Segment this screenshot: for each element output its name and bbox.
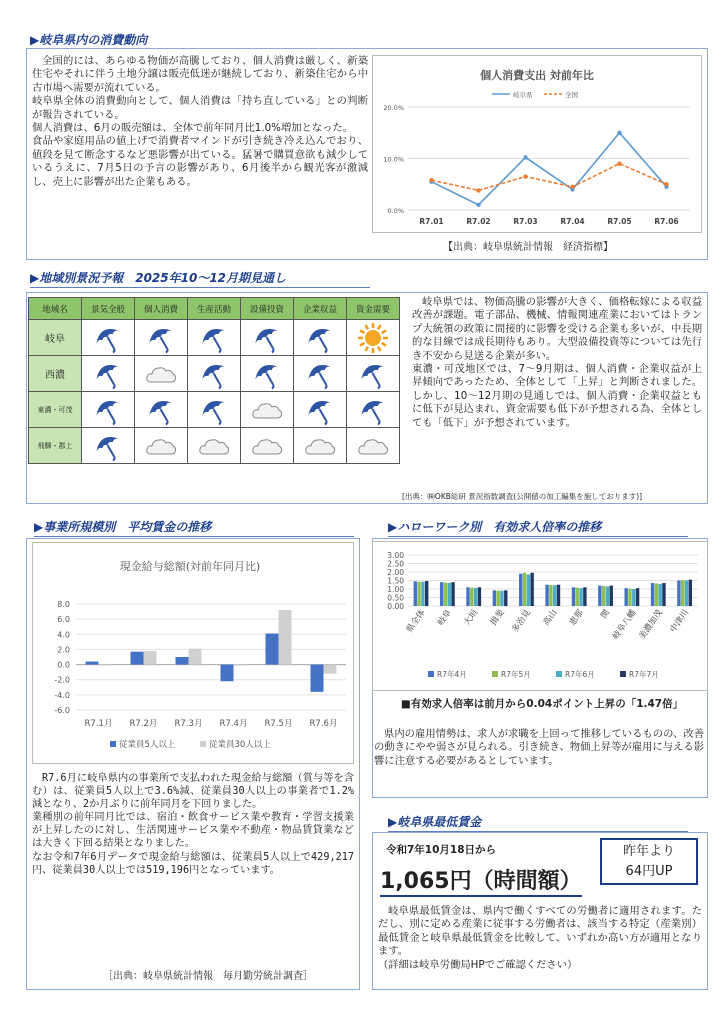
umbrella-icon	[91, 394, 125, 426]
section-title-job-ratio: ▶ハローワーク別 有効求人倍率の推移	[388, 518, 688, 537]
consumption-text: 全国的には、あらゆる物価が高騰しており、個人消費は厳しく、新築住宅やそれに伴う土地分譲は販売低迷が継続しており、新築住宅から中古市場へ需要が流れている。 岐阜県全体の消費動向として、個人消費は「持ち直している」との判断が報告されている。 個人消費は、6月の販売額は、全体で前年同月比1.0%増加となった。 食品や家庭用品の値上げで消費者マインドが引き続き冷え込んでおり、値段を見て断念するなど悪影響が出ている。猛暑で購買意欲も減少しているうえに、7月5日の予言の影響があり、6月後半から観光客が激減し、売上に影響が出た企業もある。	[32, 55, 368, 188]
bar	[176, 657, 189, 665]
x-tick-label: R7.2月	[129, 719, 158, 729]
region-name: 飛騨・郡上	[29, 428, 82, 464]
legend	[110, 739, 271, 750]
y-tick-label: 2.50	[387, 559, 404, 569]
bar	[557, 585, 560, 606]
bar	[470, 588, 473, 606]
bar	[576, 588, 579, 606]
x-tick-label: 高山	[541, 607, 560, 628]
umbrella-icon	[303, 394, 337, 426]
forecast-header: 個人消費	[135, 298, 188, 320]
umbrella-icon	[356, 394, 390, 426]
y-tick-label: 6.0	[57, 615, 70, 625]
bar	[606, 586, 609, 606]
y-tick-label: 10.0%	[383, 155, 404, 164]
forecast-cell	[82, 392, 135, 428]
region-name: 東濃・可茂	[29, 392, 82, 428]
bar	[500, 591, 503, 606]
cloud-icon	[356, 430, 390, 462]
bar	[99, 665, 112, 666]
forecast-cell	[347, 320, 400, 356]
x-tick-label: R7.05	[607, 217, 632, 226]
x-tick-label: R7.04	[560, 217, 585, 226]
data-point	[570, 185, 574, 189]
series-line-1	[432, 164, 667, 191]
umbrella-icon	[197, 394, 231, 426]
legend-swatch	[428, 671, 434, 677]
forecast-cell	[188, 428, 241, 464]
bar	[624, 588, 627, 606]
y-tick-label: 0.50	[387, 593, 404, 603]
job-ratio-text: 県内の雇用情勢は、求人が求職を上回って推移しているものの、改善の動きにやや弱さが見られる。引き続き、物価上昇等が雇用に与える影響に注意する必要があるとしています。	[374, 728, 704, 767]
chart-title: 個人消費支出 対前年比	[480, 69, 594, 82]
bar	[474, 588, 477, 606]
forecast-cell	[241, 356, 294, 392]
umbrella-icon	[91, 322, 125, 354]
x-tick-label: 関	[599, 607, 613, 621]
badge-line1: 昨年より	[622, 844, 675, 859]
cloud-icon	[197, 430, 231, 462]
data-point	[523, 155, 527, 159]
bar	[628, 589, 631, 606]
bar	[553, 585, 556, 606]
forecast-source: [出典：㈱OKB総研 景況指数調査(公開値の加工編集を施しております)]	[402, 492, 643, 501]
legend-30plus: 従業員30人以上	[209, 740, 271, 750]
bar	[579, 588, 582, 606]
umbrella-icon	[144, 322, 178, 354]
wage-increase-badge	[600, 838, 698, 885]
sun-icon	[356, 322, 390, 354]
bar	[602, 586, 605, 606]
bar	[610, 586, 613, 606]
y-tick-label: 20.0%	[383, 104, 404, 112]
x-tick-label: 美濃加茂	[637, 607, 665, 642]
cloud-icon	[250, 394, 284, 426]
y-tick-label: 0.0%	[387, 207, 404, 215]
minimum-wage-date: 令和7年10月18日から	[386, 844, 497, 856]
forecast-header: 地域名	[29, 298, 82, 320]
legend-gifu: 岐阜県	[513, 91, 533, 99]
forecast-cell	[82, 428, 135, 464]
forecast-row	[29, 392, 400, 428]
x-tick-label: R7.06	[654, 217, 679, 226]
data-point	[476, 188, 480, 192]
data-point	[429, 178, 433, 182]
forecast-row	[29, 356, 400, 392]
bar	[234, 665, 247, 666]
forecast-cell	[135, 320, 188, 356]
minimum-wage-amount: 1,065円（時間額）	[380, 864, 582, 897]
x-tick-label: 岐阜	[436, 607, 455, 628]
forecast-cell	[294, 392, 347, 428]
forecast-cell	[294, 356, 347, 392]
y-tick-label: 0.0	[57, 660, 70, 670]
bar	[311, 665, 324, 692]
x-tick-label: 恵那	[567, 607, 586, 628]
x-tick-label: 県全体	[404, 607, 428, 635]
forecast-cell	[347, 356, 400, 392]
y-tick-label: 8.0	[57, 600, 70, 609]
y-tick-label: 0.00	[387, 602, 404, 611]
chart-title: 現金給与総額(対前年同月比)	[119, 560, 261, 573]
x-tick-label: R7.01	[419, 217, 444, 226]
bar	[504, 590, 507, 606]
legend	[492, 90, 579, 99]
legend-label: R7年7月	[629, 670, 659, 679]
bar	[144, 651, 157, 665]
forecast-cell	[188, 356, 241, 392]
bar	[221, 665, 234, 682]
forecast-header: 景気全般	[82, 298, 135, 320]
wage-text: R7.6月に岐阜県内の事業所で支払われた現金給与総額（賞与等を含む）は、従業員5人以上で3.6%減、従業員30人以上の事業者で1.2%減となり、2か月ぶりに前年同月を下回りました。 業種別の前年同月比では、宿泊・飲食サービス業や教育・学習支援業が上昇したのに対し、生活関連サービス業や不動産・物品賃貸業などは大きく下回る結果となりました。 なお令和7年6月データで現金給与総額は、従業員5人以上で429,217円、従業員30人以上では519,196円となっています。	[32, 773, 354, 876]
x-tick-label: R7.4月	[219, 719, 248, 729]
bar	[417, 582, 420, 606]
bar	[530, 573, 533, 606]
bar	[421, 582, 424, 606]
bar	[131, 652, 144, 665]
bar	[583, 587, 586, 606]
bar	[636, 588, 639, 606]
bar	[493, 590, 496, 606]
x-tick-label: R7.02	[466, 217, 491, 226]
umbrella-icon	[197, 358, 231, 390]
x-tick-label: 揖斐	[488, 607, 507, 628]
bar	[324, 665, 337, 674]
bar	[527, 575, 530, 606]
x-tick-label: R7.5月	[264, 719, 293, 729]
data-point	[523, 174, 527, 178]
forecast-cell	[135, 356, 188, 392]
forecast-cell	[241, 320, 294, 356]
badge-line2: 64円UP	[625, 864, 673, 879]
x-tick-label: 中津川	[668, 607, 692, 635]
umbrella-icon	[303, 358, 337, 390]
forecast-cell	[135, 392, 188, 428]
umbrella-icon	[250, 322, 284, 354]
bar	[523, 573, 526, 606]
legend-national: 全国	[565, 91, 578, 99]
umbrella-icon	[303, 322, 337, 354]
forecast-cell	[241, 392, 294, 428]
forecast-cell	[294, 428, 347, 464]
forecast-table	[28, 297, 400, 464]
bar	[444, 583, 447, 606]
bar	[279, 610, 292, 665]
legend-5plus: 従業員5人以上	[119, 740, 176, 750]
bar	[598, 586, 601, 606]
y-tick-label: 1.00	[387, 585, 404, 594]
legend	[428, 669, 659, 679]
x-tick-label: R7.1月	[84, 719, 113, 729]
x-tick-label: 多治見	[510, 607, 534, 635]
data-point	[617, 131, 621, 135]
forecast-cell	[241, 428, 294, 464]
y-tick-label: -6.0	[54, 706, 70, 715]
x-tick-label: R7.6月	[309, 719, 338, 729]
cloud-icon	[144, 430, 178, 462]
umbrella-icon	[197, 322, 231, 354]
forecast-header: 設備投資	[241, 298, 294, 320]
forecast-row	[29, 428, 400, 464]
bar	[677, 581, 680, 607]
legend-swatch	[492, 671, 498, 677]
data-point	[617, 161, 621, 165]
bar	[549, 585, 552, 606]
y-tick-label: 3.00	[387, 551, 404, 560]
x-tick-label: 大垣	[462, 607, 481, 628]
umbrella-icon	[91, 358, 125, 390]
forecast-row	[29, 320, 400, 356]
forecast-text: 岐阜県では、物価高騰の影響が大きく、価格転嫁による収益改善が課題。電子部品、機械、情報関連産業においてはトランプ大統領の政策に間接的に影響を受ける企業も多いが、中長期的な目線では成長期待もあり。大型設備投資等については先行き不安から見送る企業が多い。 東濃・可茂地区では、7〜9月期は、個人消費・企業収益が上昇傾向であったため、全体として「上昇」と判断されました。しかし、10〜12月期の見通しでは、個人消費・企業収益ともに低下が見込まれ、資金需要も低下が予想される為、全体としても「低下」が予想されています。	[412, 296, 702, 429]
wage-source: ［出典：岐阜県統計情報 毎月勤労統計調査］	[103, 971, 313, 982]
data-point	[664, 182, 668, 186]
forecast-cell	[347, 428, 400, 464]
bar	[662, 583, 665, 606]
x-tick-label: R7.03	[513, 217, 538, 226]
umbrella-icon	[250, 358, 284, 390]
umbrella-icon	[144, 394, 178, 426]
section-title-forecast: ▶地域別景況予報 2025年10〜12月期見通し	[30, 269, 370, 288]
bar	[519, 574, 522, 606]
bar	[266, 634, 279, 665]
bar	[685, 581, 688, 607]
bar	[451, 582, 454, 606]
forecast-cell	[135, 428, 188, 464]
forecast-cell	[82, 356, 135, 392]
forecast-header: 資金需要	[347, 298, 400, 320]
section-title-minimum-wage: ▶岐阜県最低賃金	[388, 813, 688, 832]
section-title-consumption: ▶岐阜県内の消費動向	[30, 31, 370, 50]
bar	[572, 587, 575, 606]
bar	[466, 587, 469, 606]
cloud-icon	[303, 430, 337, 462]
bar	[496, 591, 499, 606]
section-title-wage-trend: ▶事業所規模別 平均賃金の推移	[34, 518, 354, 537]
forecast-cell	[294, 320, 347, 356]
region-name: 西濃	[29, 356, 82, 392]
legend-swatch	[556, 671, 562, 677]
bar	[440, 582, 443, 606]
wage-bar-chart	[32, 542, 354, 764]
legend-label: R7年6月	[565, 670, 595, 679]
bar	[689, 580, 692, 606]
bar	[189, 649, 202, 665]
forecast-cell	[188, 320, 241, 356]
cloud-icon	[250, 430, 284, 462]
y-tick-label: -2.0	[54, 675, 70, 685]
consumption-source: 【出典：岐阜県統計情報 経済指標】	[443, 242, 613, 253]
job-ratio-headline: ■有効求人倍率は前月から0.04ポイント上昇の「1.47倍」	[400, 698, 684, 710]
legend-swatch	[620, 671, 626, 677]
bar	[545, 585, 548, 606]
bar	[414, 581, 417, 606]
forecast-header: 生産活動	[188, 298, 241, 320]
bar	[86, 662, 99, 665]
bar	[478, 587, 481, 606]
legend-label: R7年5月	[501, 670, 531, 679]
bar	[655, 583, 658, 606]
y-tick-label: 2.0	[57, 645, 70, 655]
cloud-icon	[144, 358, 178, 390]
y-tick-label: 2.00	[387, 568, 404, 577]
forecast-cell	[188, 392, 241, 428]
bar	[632, 589, 635, 606]
forecast-cell	[347, 392, 400, 428]
y-tick-label: 4.0	[57, 630, 70, 640]
x-tick-label: 岐阜八幡	[610, 607, 639, 642]
region-name: 岐阜	[29, 320, 82, 356]
bar	[658, 584, 661, 606]
y-tick-label: 1.50	[387, 576, 404, 586]
forecast-header: 企業収益	[294, 298, 347, 320]
job-ratio-bar-chart	[372, 541, 708, 691]
legend-label: R7年4月	[437, 670, 467, 679]
bar	[651, 583, 654, 606]
umbrella-icon	[356, 358, 390, 390]
bar	[425, 581, 428, 606]
data-point	[476, 203, 480, 207]
minimum-wage-text: 岐阜県最低賃金は、県内で働くすべての労働者に適用されます。ただし、別に定める産業に従事する労働者は、該当する特定（産業別）最低賃金と岐阜県最低賃金を比較して、いずれか高い方が適用となります。 （詳細は岐阜労働局HPでご確認ください）	[378, 905, 702, 971]
bar	[681, 580, 684, 606]
umbrella-icon	[91, 430, 125, 462]
bar	[448, 583, 451, 606]
forecast-cell	[82, 320, 135, 356]
x-tick-label: R7.3月	[174, 719, 203, 729]
consumption-line-chart	[372, 55, 702, 233]
y-tick-label: -4.0	[54, 690, 70, 700]
